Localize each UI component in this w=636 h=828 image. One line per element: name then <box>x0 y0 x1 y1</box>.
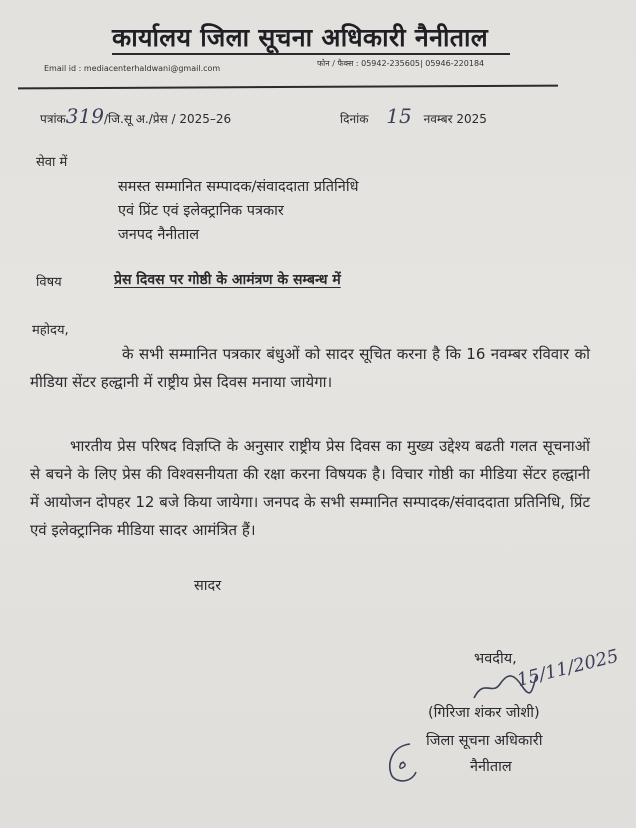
salutation: महोदय, <box>32 323 69 338</box>
header-divider <box>18 85 558 90</box>
subject-label: विषय <box>36 275 62 290</box>
paragraph-2: भारतीय प्रेस परिषद विज्ञप्ति के अनुसार राष्ट्रीय प्रेस दिवस का मुख्य उद्देश्य बढती गलत सूचनाओं से बचने के लिए प्रेस की विश्वसनीयता की रक्षा करना विषयक है। विचार गोष्ठी का मीडिया सेंटर हल्द्वानी में आयोजन दोपहर 12 बजे किया जायेगा। जनपद के सभी सम्मानित सम्पादक/संवाददाता प्रतिनिधि, प्रिंट एवं इलेक्ट्रानिक मीडिया सादर आमंत्रित हैं। <box>30 437 590 539</box>
date-label: दिनांक <box>340 112 369 126</box>
office-title-underline <box>112 53 510 55</box>
reference-prefix: पत्रांक <box>40 112 66 126</box>
date-month-year: नवम्बर 2025 <box>423 112 487 126</box>
reference-number: 319 <box>65 104 104 128</box>
addressee-label: सेवा में <box>36 155 68 170</box>
addressee-line-2: एवं प्रिंट एवं इलेक्ट्रानिक पत्रकार <box>118 203 284 219</box>
signatory-name: (गिरिजा शंकर जोशी) <box>428 705 540 721</box>
closing-saadar: सादर <box>194 578 222 594</box>
handwritten-date: 15/11/2025 <box>514 645 621 691</box>
reference-suffix: /जि.सू अ./प्रेस / 2025–26 <box>103 112 232 126</box>
signature-scribble <box>470 666 540 706</box>
addressee-line-3: जनपद नैनीताल <box>118 227 200 243</box>
date-row <box>340 104 487 128</box>
email-line: Email id : mediacenterhaldwani@gmail.com <box>44 64 221 73</box>
signatory-place: नैनीताल <box>470 759 512 775</box>
addressee-line-1: समस्त सम्मानित सम्पादक/संवाददाता प्रतिनिधि <box>118 179 359 195</box>
date-day: 15 <box>386 104 412 128</box>
phone-fax-line: फोन / फैक्स : 05942-235605| 05946-220184 <box>317 59 485 68</box>
office-title: कार्यालय जिला सूचना अधिकारी नैनीताल <box>112 23 489 52</box>
subject-text: प्रेस दिवस पर गोष्ठी के आमंत्रण के सम्बन्ध में <box>114 272 341 288</box>
reference-row <box>40 104 231 128</box>
signatory-designation: जिला सूचना अधिकारी <box>426 733 543 749</box>
initial-scribble <box>380 738 426 786</box>
yours-faithfully: भवदीय, <box>474 651 517 667</box>
paragraph-1: के सभी सम्मानित पत्रकार बंधुओं को सादर सूचित करना है कि 16 नवम्बर रविवार को मीडिया सेंटर हल्द्वानी में राष्ट्रीय प्रेस दिवस मनाया जायेगा। <box>30 345 590 391</box>
